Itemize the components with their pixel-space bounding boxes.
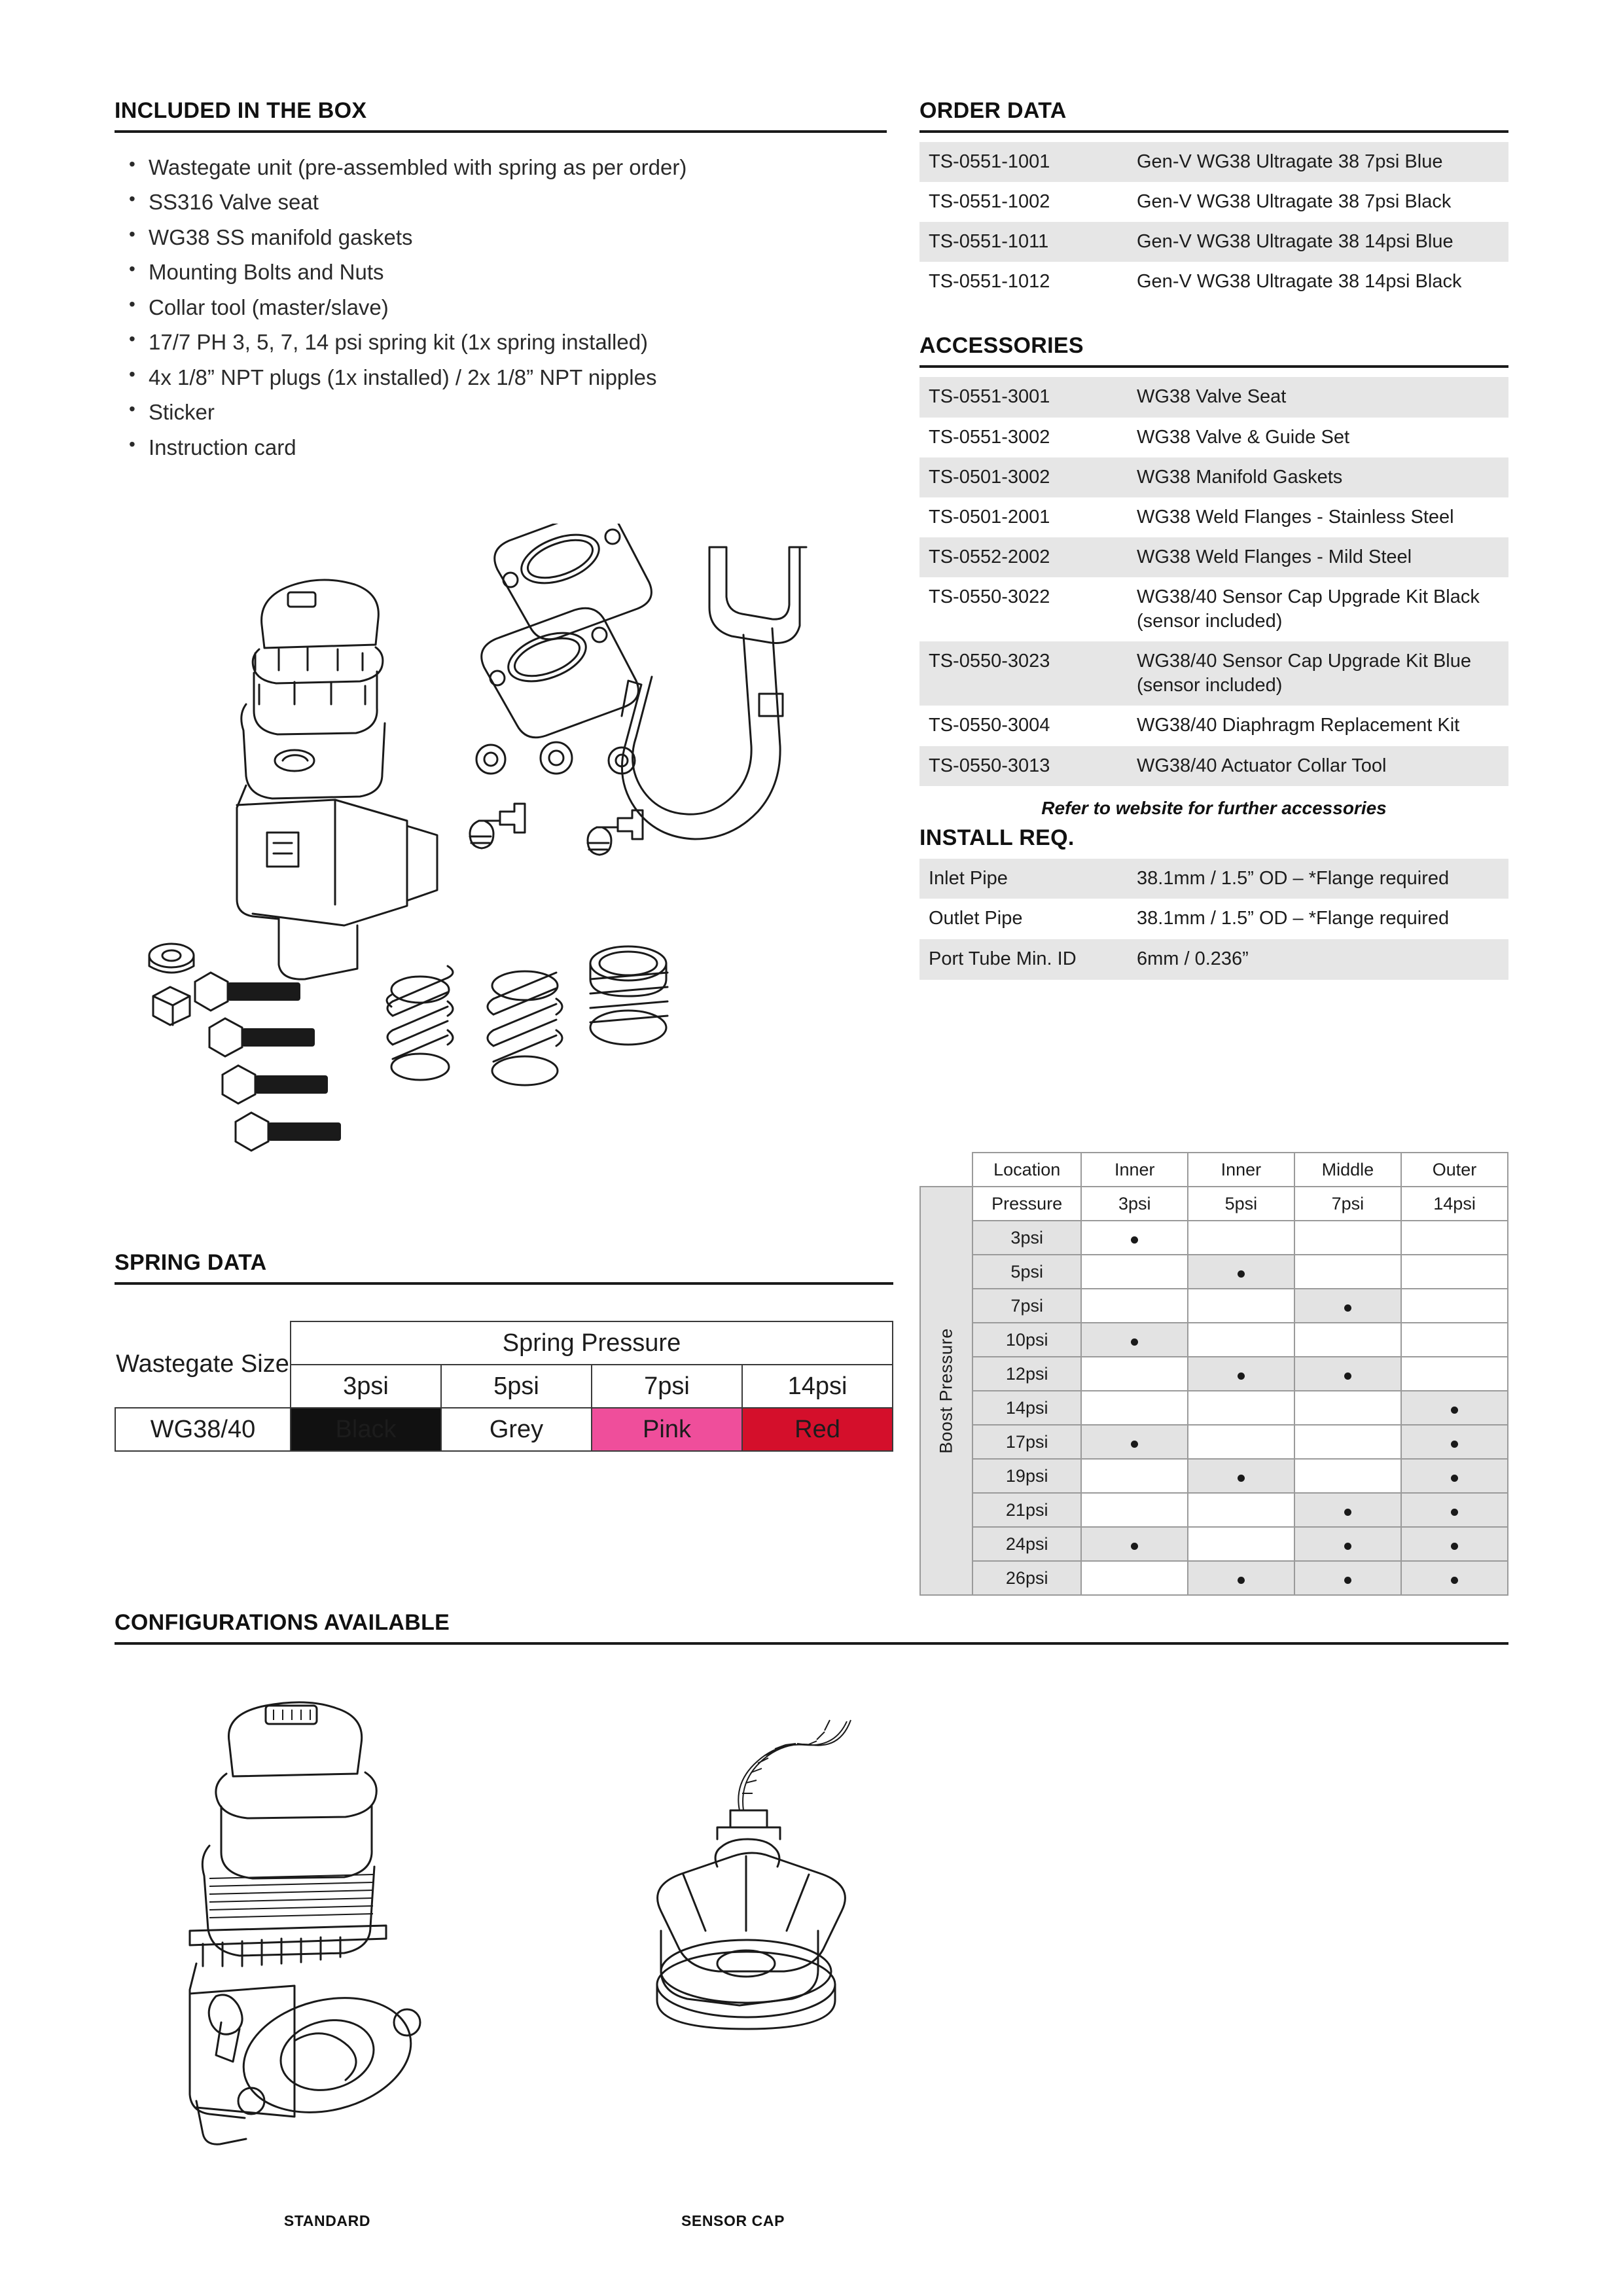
table-row [919,899,1508,939]
matrix-cell [1188,1289,1294,1323]
matrix-cell [1188,1255,1294,1289]
dot-marker [1344,1577,1351,1584]
order-data-divider [919,130,1508,133]
table-row [115,1408,893,1451]
list-item: • Collar tool (master/slave) [115,290,887,325]
accessory-code: TS-0551-3001 [919,377,1128,417]
list-item: • 17/7 PH 3, 5, 7, 14 psi spring kit (1x spring installed) [115,325,887,359]
configurations-section [115,1610,1508,1645]
list-item: • 4x 1/8” NPT plugs (1x installed) / 2x 1/8” NPT nipples [115,360,887,395]
table-row [919,182,1508,222]
matrix-cell [1401,1459,1508,1493]
dot-marker [1131,1236,1138,1244]
table-row [919,497,1508,537]
sensor-cap-illustration [550,1715,955,2173]
install-label: Outlet Pipe [929,908,1023,929]
configurations-divider [115,1642,1508,1645]
table-row [115,1321,893,1365]
accessories-note: Refer to website for further accessories [1041,797,1387,818]
order-data-title: ORDER DATA [919,98,1067,123]
dot-marker [1451,1543,1458,1550]
table-row [919,222,1508,262]
matrix-cell [1081,1493,1188,1527]
dot-marker [1451,1509,1458,1516]
dot-marker [1238,1372,1245,1380]
accessory-desc: WG38/40 Actuator Collar Tool [1128,746,1508,786]
matrix-col-pressure: 7psi [1294,1187,1401,1221]
table-row [920,1527,1508,1561]
table-row [920,1153,1508,1187]
matrix-side-label: Boost Pressure [920,1187,972,1595]
matrix-cell [1401,1323,1508,1357]
accessory-desc: WG38 Manifold Gaskets [1128,457,1508,497]
accessory-code: TS-0550-3023 [919,641,1128,706]
table-row [920,1255,1508,1289]
matrix-cell [1401,1527,1508,1561]
included-in-box-section [115,98,887,465]
table-row [920,1357,1508,1391]
table-row [919,537,1508,577]
caption-text: SENSOR CAP [681,2212,785,2229]
matrix-row-label: 7psi [972,1289,1081,1323]
table-row [919,457,1508,497]
order-code: TS-0551-1002 [929,191,1050,213]
table-row [920,1493,1508,1527]
spring-data-table [115,1321,893,1452]
included-items-list [115,150,887,465]
matrix-col-pressure: 3psi [1081,1187,1188,1221]
matrix-cell [1188,1527,1294,1561]
matrix-cell [1401,1391,1508,1425]
matrix-header-pressure: Pressure [972,1187,1081,1221]
included-divider [115,130,887,133]
dot-marker [1344,1304,1351,1312]
install-value: 6mm / 0.236” [1128,939,1508,980]
table-row [919,577,1508,641]
accessory-code: TS-0552-2002 [919,537,1128,577]
dot-marker [1131,1543,1138,1550]
matrix-cell [1188,1493,1294,1527]
accessory-desc: WG38 Weld Flanges - Stainless Steel [1137,506,1454,528]
order-desc: Gen-V WG38 Ultragate 38 7psi Blue [1128,142,1508,182]
accessories-table [919,377,1508,785]
dot-marker [1344,1509,1351,1516]
accessory-desc: WG38 Weld Flanges - Mild Steel [1128,537,1508,577]
matrix-cell [1081,1391,1188,1425]
pressure-col-header: 3psi [291,1365,441,1408]
table-row [919,746,1508,786]
order-code: TS-0551-1011 [919,222,1128,262]
dot-marker [1238,1577,1245,1584]
order-code: TS-0551-1012 [929,271,1050,293]
order-desc: Gen-V WG38 Ultragate 38 14psi Black [1137,271,1462,293]
matrix-row-label: 24psi [972,1527,1081,1561]
dot-marker [1238,1270,1245,1278]
matrix-cell [1294,1357,1401,1391]
matrix-cell [1401,1221,1508,1255]
table-row [920,1221,1508,1255]
matrix-cell [1188,1357,1294,1391]
matrix-cell [1081,1459,1188,1493]
boost-pressure-matrix [919,1152,1508,1596]
table-row [920,1391,1508,1425]
included-in-box-title: INCLUDED IN THE BOX [115,98,367,123]
order-code: TS-0551-1001 [919,142,1128,182]
order-accessories-section [919,98,1508,980]
matrix-cell [1081,1357,1188,1391]
spring-data-title: SPRING DATA [115,1250,267,1275]
install-value: 38.1mm / 1.5” OD – *Flange required [1137,908,1450,929]
list-item: • Wastegate unit (pre-assembled with spring as per order) [115,150,887,185]
table-row [920,1459,1508,1493]
accessory-code: TS-0550-3013 [919,746,1128,786]
matrix-cell [1294,1459,1401,1493]
list-item: • Sticker [115,395,887,429]
table-row [919,377,1508,417]
accessory-desc: WG38/40 Sensor Cap Upgrade Kit Black (sensor included) [1137,586,1480,632]
matrix-cell [1294,1493,1401,1527]
matrix-cell [1294,1255,1401,1289]
matrix-cell [1401,1255,1508,1289]
table-row [919,859,1508,899]
spring-data-section [115,1250,893,1452]
dot-marker [1238,1475,1245,1482]
table-row [919,418,1508,457]
table-row [920,1561,1508,1595]
dot-marker [1451,1407,1458,1414]
install-label: Inlet Pipe [919,859,1128,899]
matrix-cell [1188,1391,1294,1425]
matrix-row-label: 26psi [972,1561,1081,1595]
matrix-row-label: 21psi [972,1493,1081,1527]
matrix-cell [1294,1425,1401,1459]
matrix-cell [1081,1323,1188,1357]
matrix-cell [1081,1255,1188,1289]
table-row [919,142,1508,182]
sensor-cap-caption [609,2212,857,2230]
accessories-divider [919,365,1508,368]
dot-marker [1131,1338,1138,1346]
configurations-title: CONFIGURATIONS AVAILABLE [115,1610,450,1635]
standard-caption [203,2212,452,2230]
spring-color-swatch: Pink [592,1408,742,1451]
matrix-cell [1401,1493,1508,1527]
matrix-cell [1401,1357,1508,1391]
pressure-col-header: 5psi [441,1365,592,1408]
dot-marker [1344,1543,1351,1550]
pressure-col-header: 14psi [742,1365,893,1408]
table-row [919,262,1508,302]
matrix-cell [1401,1289,1508,1323]
dot-marker [1131,1441,1138,1448]
list-item: • Instruction card [115,430,887,465]
matrix-cell [1294,1391,1401,1425]
matrix-corner [920,1153,972,1187]
table-row [920,1187,1508,1221]
table-row [920,1323,1508,1357]
matrix-cell [1188,1459,1294,1493]
matrix-header-location: Location [972,1153,1081,1187]
spring-color-swatch: Grey [441,1408,592,1451]
accessory-desc: WG38/40 Sensor Cap Upgrade Kit Blue (sensor included) [1128,641,1508,706]
boost-matrix-table [919,1152,1508,1596]
matrix-cell [1294,1527,1401,1561]
pressure-col-header: 7psi [592,1365,742,1408]
matrix-col-location: Outer [1401,1153,1508,1187]
matrix-col-location: Middle [1294,1153,1401,1187]
matrix-col-pressure: 14psi [1401,1187,1508,1221]
matrix-cell [1401,1425,1508,1459]
accessory-code: TS-0501-2001 [929,506,1050,528]
spring-pressure-header: Spring Pressure [291,1321,893,1365]
table-row [919,641,1508,706]
matrix-row-label: 17psi [972,1425,1081,1459]
dot-marker [1344,1372,1351,1380]
matrix-cell [1081,1561,1188,1595]
matrix-cell [1081,1425,1188,1459]
matrix-row-label: 19psi [972,1459,1081,1493]
matrix-col-pressure: 5psi [1188,1187,1294,1221]
accessory-desc: WG38 Valve & Guide Set [1137,426,1350,448]
wastegate-size-value: WG38/40 [115,1408,291,1451]
dot-marker [1451,1441,1458,1448]
matrix-cell [1188,1561,1294,1595]
list-item: • Mounting Bolts and Nuts [115,255,887,289]
order-data-table [919,142,1508,302]
dot-marker [1451,1577,1458,1584]
dot-marker [1451,1475,1458,1482]
matrix-cell [1188,1221,1294,1255]
matrix-row-label: 14psi [972,1391,1081,1425]
matrix-cell [1294,1561,1401,1595]
caption-text: STANDARD [283,2212,371,2229]
accessory-code: TS-0501-3002 [919,457,1128,497]
table-row [919,939,1508,980]
spring-color-swatch: Black [291,1408,441,1451]
order-desc: Gen-V WG38 Ultragate 38 14psi Blue [1128,222,1508,262]
exploded-parts-illustration [98,524,916,1211]
matrix-cell [1294,1323,1401,1357]
matrix-row-label: 5psi [972,1255,1081,1289]
order-desc: Gen-V WG38 Ultragate 38 7psi Black [1137,191,1452,213]
matrix-row-label: 3psi [972,1221,1081,1255]
install-value: 38.1mm / 1.5” OD – *Flange required [1128,859,1508,899]
install-label: Port Tube Min. ID [919,939,1128,980]
accessory-desc: WG38/40 Diaphragm Replacement Kit [1137,715,1460,736]
standard-config-illustration [111,1682,543,2173]
table-row [920,1289,1508,1323]
list-item: • WG38 SS manifold gaskets [115,220,887,255]
matrix-col-location: Inner [1188,1153,1294,1187]
matrix-cell [1188,1323,1294,1357]
matrix-col-location: Inner [1081,1153,1188,1187]
matrix-cell [1294,1221,1401,1255]
matrix-cell [1081,1289,1188,1323]
matrix-cell [1188,1425,1294,1459]
matrix-cell [1081,1221,1188,1255]
accessory-desc: WG38 Valve Seat [1128,377,1508,417]
matrix-row-label: 12psi [972,1357,1081,1391]
matrix-cell [1081,1527,1188,1561]
accessories-title: ACCESSORIES [919,333,1084,359]
table-row [920,1425,1508,1459]
accessory-code: TS-0551-3002 [929,426,1050,448]
matrix-cell [1401,1561,1508,1595]
accessory-code: TS-0550-3004 [929,715,1050,736]
spring-data-divider [115,1282,893,1285]
list-item: • SS316 Valve seat [115,185,887,219]
spring-color-swatch: Red [742,1408,893,1451]
matrix-cell [1294,1289,1401,1323]
matrix-row-label: 10psi [972,1323,1081,1357]
wastegate-size-header: Wastegate Size [116,1350,289,1378]
table-row [919,706,1508,745]
accessory-code: TS-0550-3022 [929,586,1050,607]
install-req-title: INSTALL REQ. [919,825,1075,850]
install-req-table [919,859,1508,980]
